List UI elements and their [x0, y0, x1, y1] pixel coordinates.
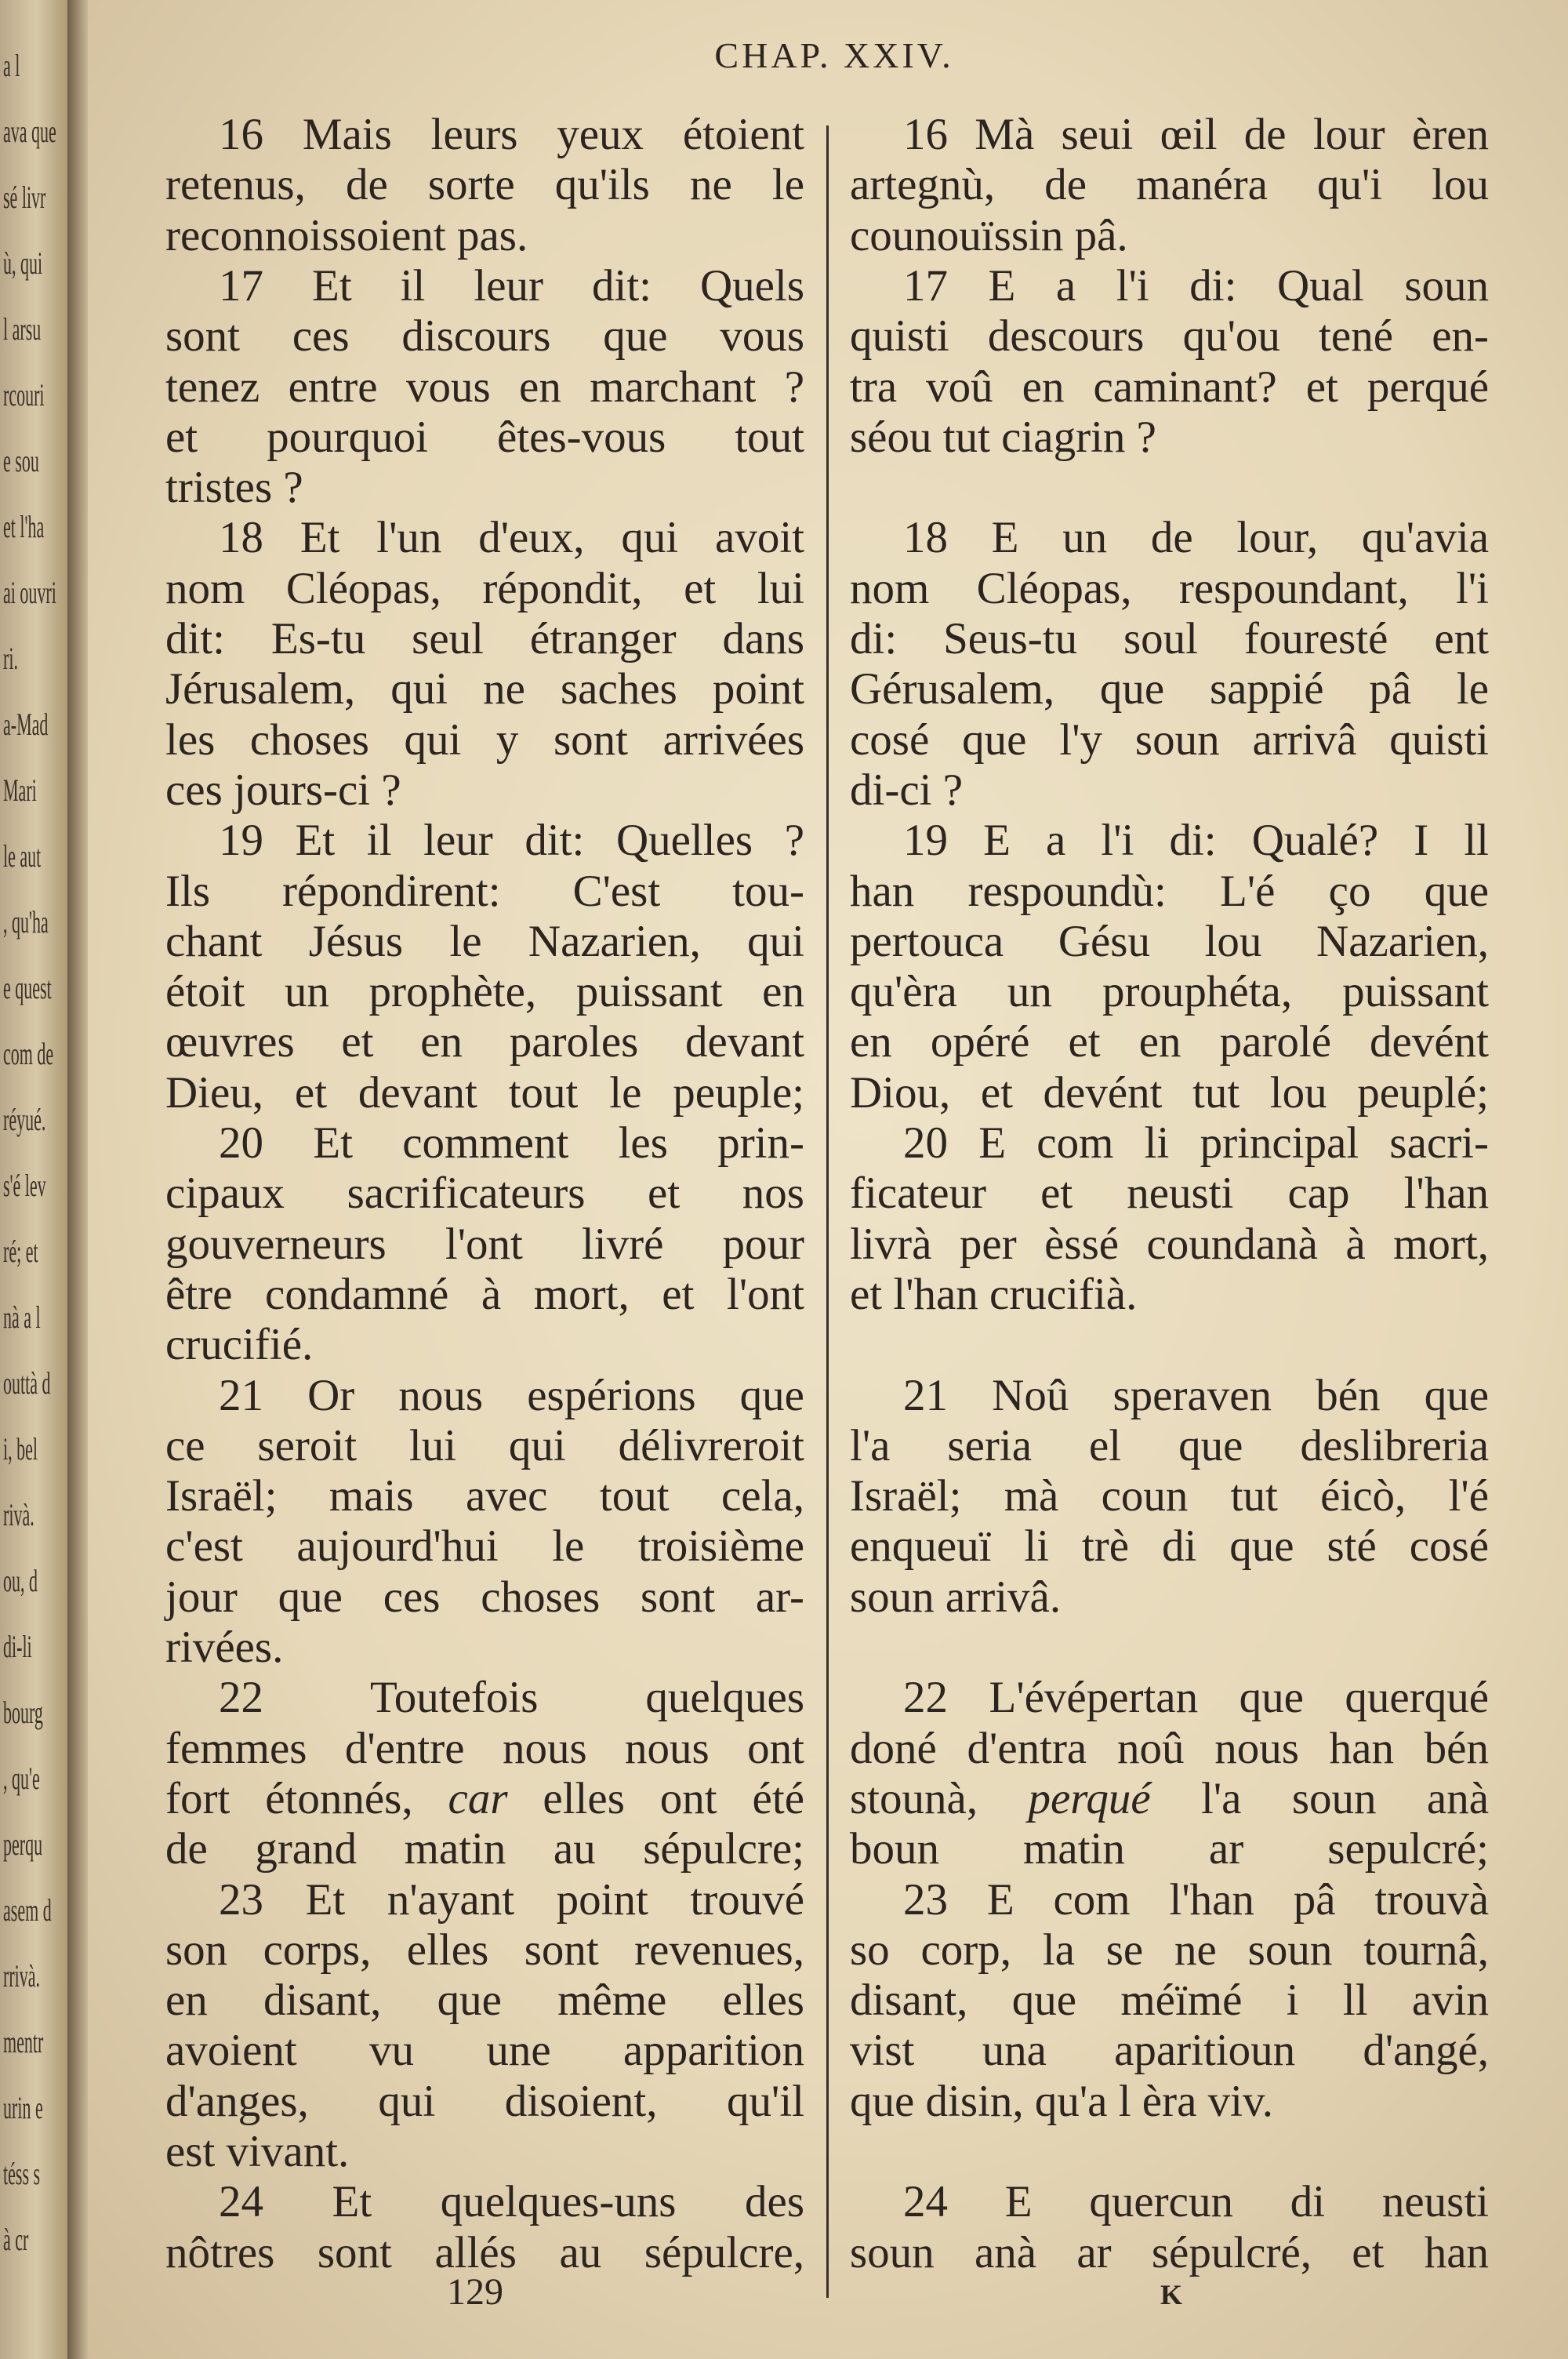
- text-line: 16 Mais leurs yeux étoient: [219, 110, 804, 159]
- edge-text-fragment: s'é lev: [3, 1168, 46, 1203]
- edge-text-fragment: ava que: [3, 114, 56, 149]
- text-line: ce seroit lui qui délivreroit: [165, 1420, 804, 1470]
- edge-text-fragment: ré; et: [3, 1234, 38, 1269]
- edge-text-fragment: à cr: [3, 2222, 29, 2257]
- text-line: 19 E a l'i di: Qualé? I ll: [903, 816, 1489, 866]
- text-line: Ils répondirent: C'est tou-: [165, 866, 804, 916]
- text-line: nôtres sont allés au sépulcre,: [165, 2227, 804, 2277]
- text-line: retenus, de sorte qu'ils ne le: [165, 160, 804, 210]
- adjacent-page-edge: [0, 0, 72, 2359]
- edge-text-fragment: sé livr: [3, 180, 46, 215]
- edge-text-fragment: ri.: [3, 641, 18, 676]
- text-line: 20 E com li principal sacri-: [903, 1118, 1489, 1168]
- edge-text-fragment: a l: [3, 48, 20, 83]
- edge-text-fragment: ai ouvri: [3, 575, 56, 610]
- text-segment: elles ont été: [507, 1773, 804, 1823]
- text-line: 17 Et il leur dit: Quels: [219, 260, 804, 311]
- text-line: nom Cléopas, répondit, et lui: [165, 563, 804, 613]
- column-divider: [826, 125, 829, 2298]
- edge-text-fragment: , qu'ha: [3, 904, 49, 940]
- text-line: sont ces discours que vous: [165, 311, 804, 362]
- text-line: que disin, qu'a l èra viv.: [850, 2076, 1274, 2126]
- edge-text-fragment: nà a l: [3, 1299, 41, 1335]
- text-line: cipaux sacrificateurs et nos: [165, 1169, 804, 1219]
- text-line: enqueuï li trè di que sté cosé: [850, 1521, 1489, 1572]
- text-line: et l'han crucifià.: [850, 1269, 1138, 1319]
- text-line: 16 Mà seui œil de lour èren: [903, 110, 1489, 159]
- text-line: di-ci ?: [850, 765, 964, 815]
- text-line: avoient vu une apparition: [165, 2026, 804, 2076]
- text-line: tristes ?: [165, 463, 303, 513]
- edge-text-fragment: urin e: [3, 2090, 43, 2125]
- edge-text-fragment: bourg: [3, 1695, 43, 1730]
- text-line: disant, que méïmé i ll avin: [850, 1976, 1489, 2026]
- edge-text-fragment: asem d: [3, 1892, 52, 1928]
- text-line: counouïssin pâ.: [850, 210, 1128, 260]
- text-line: tra voû en caminant? et perqué: [850, 362, 1489, 412]
- text-line: l'a seria el que deslibreria: [850, 1420, 1489, 1470]
- text-line: tenez entre vous en marchant ?: [165, 362, 804, 412]
- text-line: soun arrivâ.: [850, 1572, 1062, 1622]
- text-line: 17 E a l'i di: Qual soun: [903, 260, 1489, 311]
- text-line: et pourquoi êtes-vous tout: [165, 412, 804, 462]
- chapter-heading: CHAP. XXIV.: [714, 35, 954, 75]
- text-line: rivées.: [165, 1623, 284, 1672]
- text-line: Diou, et devént tut lou peuplé;: [850, 1067, 1489, 1118]
- text-line: jour que ces choses sont ar-: [165, 1572, 804, 1622]
- edge-text-fragment: et l'ha: [3, 509, 45, 544]
- edge-text-fragment: l arsu: [3, 311, 42, 347]
- text-line: est vivant.: [165, 2127, 350, 2176]
- edge-text-fragment: i, bel: [3, 1431, 38, 1467]
- text-line: d'anges, qui disoient, qu'il: [165, 2076, 804, 2126]
- text-line: 21 Noû speraven bén que: [903, 1370, 1489, 1420]
- text-line: quisti descours qu'ou tené en-: [850, 311, 1489, 362]
- text-line: Israël; mà coun tut éicò, l'é: [850, 1471, 1489, 1521]
- text-line: 24 E quercun di neusti: [903, 2177, 1489, 2227]
- text-line: 23 Et n'ayant point trouvé: [219, 1874, 804, 1925]
- text-line: de grand matin au sépulcre;: [165, 1824, 804, 1874]
- text-line: 24 Et quelques-uns des: [219, 2177, 804, 2227]
- text-line: 23 E com l'han pâ trouvà: [903, 1874, 1489, 1925]
- text-segment: fort étonnés,: [165, 1773, 448, 1823]
- italic-word: perqué: [1028, 1773, 1151, 1823]
- edge-text-fragment: e sou: [3, 443, 39, 478]
- text-line: qu'èra un prouphéta, puissant: [850, 967, 1489, 1017]
- text-line: gouverneurs l'ont livré pour: [165, 1219, 804, 1269]
- text-line: 18 Et l'un d'eux, qui avoit: [219, 513, 804, 563]
- text-line: les choses qui y sont arrivées: [165, 714, 804, 765]
- text-line: reconnoissoient pas.: [165, 210, 528, 260]
- page-number: 129: [447, 2271, 503, 2313]
- edge-text-fragment: téss s: [3, 2156, 41, 2191]
- text-line: ficateur et neusti cap l'han: [850, 1169, 1489, 1219]
- text-line: Dieu, et devant tout le peuple;: [165, 1067, 804, 1118]
- edge-text-fragment: ù, qui: [3, 245, 43, 281]
- text-line: crucifié.: [165, 1320, 314, 1370]
- edge-text-fragment: di-li: [3, 1629, 32, 1664]
- text-line: œuvres et en paroles devant: [165, 1017, 804, 1067]
- text-line: femmes d'entre nous nous ont: [165, 1723, 804, 1773]
- edge-text-fragment: e quest: [3, 970, 52, 1005]
- edge-text-fragment: rcouri: [3, 377, 45, 413]
- text-line: [165, 1774, 804, 1824]
- text-line: étoit un prophète, puissant en: [165, 967, 804, 1017]
- text-line: ces jours-ci ?: [165, 765, 401, 815]
- edge-text-fragment: le aut: [3, 838, 42, 874]
- text-line: 22 Toutefois quelques: [219, 1673, 804, 1723]
- text-line: nom Cléopas, respoundant, l'i: [850, 563, 1489, 613]
- signature-mark: K: [1160, 2279, 1183, 2310]
- text-line: so corp, la se ne soun tournâ,: [850, 1925, 1489, 1975]
- text-line: soun anà ar sépulcré, et han: [850, 2227, 1489, 2277]
- text-line: dit: Es-tu seul étranger dans: [165, 614, 804, 663]
- edge-text-fragment: outtà d: [3, 1365, 51, 1401]
- edge-text-fragment: réyué.: [3, 1102, 46, 1137]
- edge-text-fragment: rivà.: [3, 1497, 34, 1532]
- text-line: Jérusalem, qui ne saches point: [165, 664, 804, 714]
- text-line: Gérusalem, que sappié pâ le: [850, 664, 1489, 714]
- edge-text-fragment: , qu'e: [3, 1761, 40, 1796]
- text-line: vist una aparitioun d'angé,: [850, 2026, 1489, 2076]
- text-line: 21 Or nous espérions que: [219, 1370, 804, 1420]
- edge-text-fragment: perqu: [3, 1826, 43, 1862]
- text-line: artegnù, de manéra qu'i lou: [850, 160, 1489, 210]
- edge-text-fragment: com de: [3, 1036, 54, 1071]
- text-line: Israël; mais avec tout cela,: [165, 1471, 804, 1521]
- text-line: livrà per èssé coundanà à mort,: [850, 1219, 1489, 1269]
- text-line: en opéré et en parolé devént: [850, 1017, 1489, 1067]
- text-line: séou tut ciagrin ?: [850, 412, 1156, 462]
- text-line: en disant, que même elles: [165, 1976, 804, 2026]
- text-line: 20 Et comment les prin-: [219, 1118, 804, 1168]
- text-line: di: Seus-tu soul fouresté ent: [850, 614, 1489, 663]
- book-gutter: [67, 0, 88, 2359]
- text-line: 22 L'évépertan que querqué: [903, 1673, 1489, 1723]
- text-line: 19 Et il leur dit: Quelles ?: [219, 816, 804, 866]
- text-line: c'est aujourd'hui le troisième: [165, 1521, 804, 1572]
- edge-text-fragment: ou, d: [3, 1563, 38, 1598]
- text-line: doné d'entra noû nous han bén: [850, 1723, 1489, 1773]
- text-segment: stounà,: [850, 1773, 1029, 1823]
- text-line: [850, 1774, 1489, 1824]
- text-line: son corps, elles sont revenues,: [165, 1925, 804, 1975]
- edge-text-fragment: mentr: [3, 2024, 44, 2059]
- text-line: cosé que l'y soun arrivâ quisti: [850, 714, 1489, 765]
- edge-text-fragment: a-Mad: [3, 707, 49, 742]
- text-line: han respoundù: L'é ço que: [850, 866, 1489, 916]
- text-line: pertouca Gésu lou Nazarien,: [850, 916, 1489, 966]
- edge-text-fragment: Mari: [3, 772, 37, 808]
- text-line: chant Jésus le Nazarien, qui: [165, 916, 804, 966]
- edge-text-fragment: rrivà.: [3, 1958, 41, 1994]
- text-line: 18 E un de lour, qu'avia: [903, 513, 1489, 563]
- text-line: boun matin ar sepulcré;: [850, 1824, 1489, 1874]
- italic-word: car: [448, 1773, 508, 1823]
- text-line: être condamné à mort, et l'ont: [165, 1269, 804, 1319]
- text-segment: l'a soun anà: [1150, 1773, 1489, 1823]
